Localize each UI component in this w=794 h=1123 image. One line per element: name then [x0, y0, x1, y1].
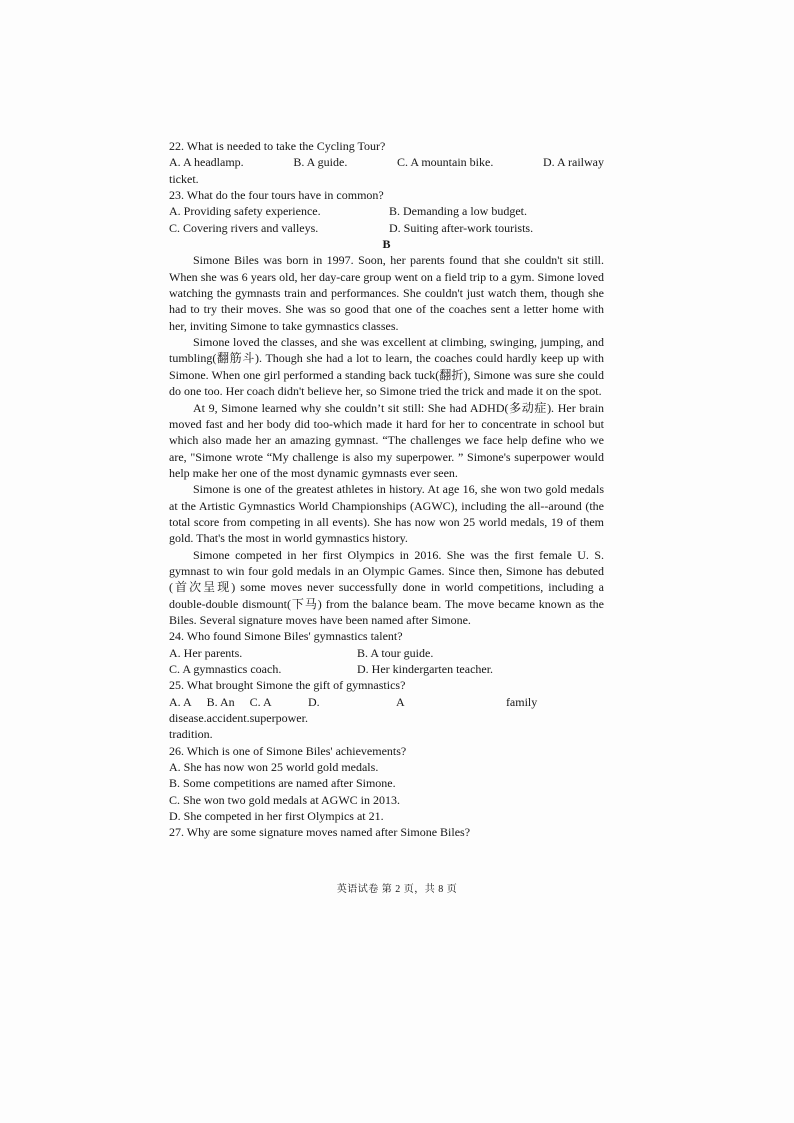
- option: B. An accident.: [206, 694, 250, 726]
- option: D. A railway: [542, 155, 604, 170]
- option-d: [308, 694, 636, 727]
- option: C. A mountain bike.: [396, 155, 494, 170]
- question-25-options: [169, 694, 604, 727]
- option: A. A headlamp.: [169, 155, 244, 170]
- option: B. Some competitions are named after Simone.: [169, 776, 396, 791]
- option: A. Providing safety experience.: [169, 204, 321, 219]
- question-23: 23. What do the four tours have in common?: [169, 188, 384, 203]
- question-23-options-row2: [169, 220, 604, 236]
- option: B. Demanding a low budget.: [389, 204, 527, 219]
- option: B. A guide.: [293, 155, 348, 170]
- option: D. Suiting after-work tourists.: [389, 220, 534, 235]
- option-d-part: family: [505, 694, 538, 709]
- question-23-options-row1: [169, 203, 604, 219]
- question-24-options-row2: [169, 661, 604, 677]
- question-25: 25. What brought Simone the gift of gymnastics?: [169, 678, 406, 693]
- question-24: 24. Who found Simone Biles' gymnastics talent?: [169, 629, 403, 644]
- option: C. Covering rivers and valleys.: [169, 220, 319, 235]
- option: C. She won two gold medals at AGWC in 2013.: [169, 792, 400, 807]
- section-heading: B: [382, 237, 391, 252]
- option: D. She competed in her first Olympics at 21.: [169, 809, 384, 824]
- passage-paragraph: Simone competed in her first Olympics in 2016. She was the first female U. S. gymnast to win four gold medals in an Olympic Games. Since then, Simone has debuted (首次呈现) some moves never successfully done in world competitions, including a double-double dismount(下马) from the balance beam. The move became known as the Biles. Several signature moves have been named after Simone.: [169, 547, 604, 627]
- option: D. Her kindergarten teacher.: [357, 662, 494, 676]
- page-footer: 英语试卷 第 2 页，共 8 页: [336, 884, 458, 895]
- passage-paragraph: Simone is one of the greatest athletes in history. At age 16, she won two gold medals at the Artistic Gymnastics World Championships (AGWC), including the all--around (the total score from competing in all events). She has now won 25 world medals, 19 of them gold. That's the most in world gymnastics history.: [169, 482, 604, 546]
- option: A. Her parents.: [169, 645, 243, 660]
- question-26: 26. Which is one of Simone Biles' achievements?: [169, 743, 407, 758]
- option-d-part: D.: [307, 694, 320, 709]
- option: C. A gymnastics coach.: [169, 662, 282, 676]
- question-22-options: [169, 154, 604, 170]
- passage-paragraph: At 9, Simone learned why she couldn’t sit still: She had ADHD(多动症). Her brain moved fast and her body did too-which made it hard for her to concentrate in school but which also made her an amazing gymnast. “The challenges we face help define who we are, "Simone wrote “My challenge is also my superpower. ” Simone's superpower would help make her one of the most dynamic gymnasts ever seen.: [169, 400, 604, 480]
- option: B. A tour guide.: [357, 645, 434, 660]
- option-wrap: tradition.: [169, 727, 213, 742]
- passage-paragraph: Simone Biles was born in 1997. Soon, her parents found that she couldn't sit still. When she was 6 years old, her day-care group went on a field trip to a gym. Simone loved watching the gymnasts train and performances. She couldn't just watch them, though she had to try their moves. She was so good that one of the coaches sent a letter home with her, inviting Simone to take gymnastics classes.: [169, 253, 604, 333]
- option: A. A disease.: [169, 694, 207, 726]
- option-wrap: ticket.: [169, 171, 199, 186]
- content-column: [169, 138, 604, 841]
- question-22: 22. What is needed to take the Cycling Tour?: [169, 139, 386, 153]
- question-27: 27. Why are some signature moves named after Simone Biles?: [169, 825, 471, 840]
- passage-paragraph: Simone loved the classes, and she was excellent at climbing, swinging, jumping, and tumbling(翻筋斗). Though she had a lot to learn, the coaches could hardly keep up with Simone. When one girl performed a standing back tuck(翻折), Simone was sure she could do one too. Her coach didn't believe her, so Simone tried the trick and made it on the spot.: [169, 335, 604, 399]
- option-d-part: A: [395, 694, 405, 709]
- option: A. She has now won 25 world gold medals.: [169, 760, 379, 775]
- question-24-options-row1: [169, 645, 604, 661]
- option: C. A superpower.: [249, 694, 308, 726]
